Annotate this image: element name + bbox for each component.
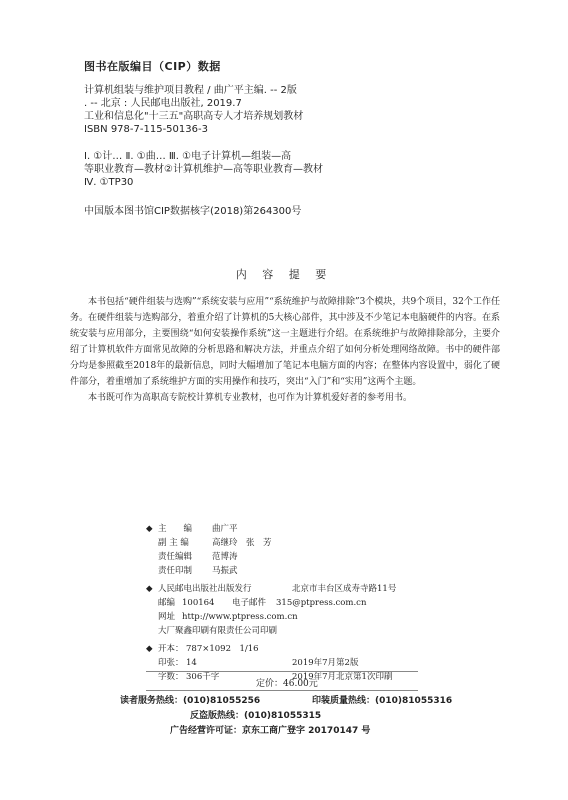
hotline-label: 读者服务热线： <box>120 696 184 706</box>
diamond-bullet-icon: ◆ <box>146 584 153 594</box>
imprint-row-print-manager <box>146 564 446 578</box>
divider-line <box>146 690 418 691</box>
imprint-row-contact <box>146 596 446 610</box>
format-label: 开本： <box>158 644 184 654</box>
summary-text <box>70 294 500 406</box>
summary-heading: 内 容 提 要 <box>235 268 333 281</box>
hotline-number: (010)81055315 <box>244 711 322 721</box>
publisher-name: 人民邮电出版社出版发行 <box>158 584 252 594</box>
imprint-value: 马振武 <box>212 566 238 576</box>
edition-info: 2019年7月第2版 <box>292 658 359 668</box>
sheets-value: 14 <box>186 658 197 668</box>
imprint-row-sheets <box>146 656 446 670</box>
cip-line: 计算机组装与维护项目教程 / 曲广平主编. -- 2版 <box>84 85 297 96</box>
postcode-label: 邮编 <box>158 598 176 608</box>
web-value: http://www.ptpress.com.cn <box>182 612 298 622</box>
imprint-block <box>146 522 446 684</box>
imprint-label: 责任印制 <box>158 566 193 576</box>
imprint-label: 副 主 编 <box>158 538 189 548</box>
publisher-address: 北京市丰台区成寿寺路11号 <box>292 584 397 594</box>
imprint-label: 责任编辑 <box>158 552 193 562</box>
cip-bibliographic-lines <box>84 84 303 136</box>
format-value: 787×1092 1/16 <box>186 644 259 654</box>
hotline-label: 印装质量热线： <box>312 696 376 706</box>
cip-class-line: Ⅰ. ①计… Ⅱ. ①曲… Ⅲ. ①电子计算机—组装—高 <box>84 151 292 162</box>
price-line <box>256 676 318 689</box>
printer-name: 大厂聚鑫印刷有限责任公司印刷 <box>158 626 278 636</box>
divider-line <box>146 671 418 672</box>
piracy-hotline <box>190 709 321 724</box>
imprint-row-deputy <box>146 536 446 550</box>
imprint-value: 范博涛 <box>212 552 238 562</box>
cip-line: ISBN 978-7-115-50136-3 <box>84 124 208 135</box>
hotline-label: 反盗版热线： <box>190 711 245 721</box>
imprint-value: 曲广平 <box>212 524 238 534</box>
hotline-number: (010)81055316 <box>375 696 453 706</box>
license-number: 京东工商广登字 20170147 号 <box>242 726 371 736</box>
reader-hotline <box>120 694 260 709</box>
email-label: 电子邮件 <box>232 598 267 608</box>
cip-title: 图书在版编目（CIP）数据 <box>84 60 221 73</box>
hotlines-block <box>120 694 460 739</box>
printing-info: 2019年7月北京第1次印刷 <box>292 672 393 682</box>
imprint-row-publisher <box>146 582 446 596</box>
cip-line: 工业和信息化"十三五"高职高专人才培养规划教材 <box>84 111 304 122</box>
cip-class-line: Ⅳ. ①TP30 <box>84 177 134 188</box>
words-value: 306千字 <box>186 672 220 682</box>
imprint-row-format <box>146 642 446 656</box>
hotline-row <box>120 709 460 724</box>
words-label: 字数： <box>158 672 184 682</box>
imprint-label: 主 编 <box>158 524 193 534</box>
hotline-label: 广告经营许可证： <box>170 726 243 736</box>
diamond-bullet-icon: ◆ <box>146 524 153 534</box>
imprint-row-editor <box>146 522 446 536</box>
hotline-row <box>120 694 460 709</box>
price-value: 46.00元 <box>283 679 318 689</box>
ad-license <box>170 724 370 739</box>
postcode-value: 100164 <box>182 598 215 608</box>
imprint-row-web <box>146 610 446 624</box>
price-label: 定价： <box>256 679 284 689</box>
hotline-row <box>120 724 460 739</box>
imprint-value: 高继玲 张 芳 <box>212 538 272 548</box>
imprint-row-printer <box>146 624 446 638</box>
quality-hotline <box>312 694 452 709</box>
hotline-number: (010)81055256 <box>183 696 261 706</box>
cip-line: . -- 北京 : 人民邮电出版社, 2019.7 <box>84 98 242 109</box>
cip-class-line: 等职业教育—教材②计算机维护—高等职业教育—教材 <box>84 164 323 175</box>
web-label: 网址 <box>158 612 176 622</box>
cip-classification-lines <box>84 150 323 189</box>
sheets-label: 印张： <box>158 658 184 668</box>
summary-paragraph: 本书既可作为高职高专院校计算机专业教材，也可作为计算机爱好者的参考用书。 <box>88 393 413 403</box>
summary-paragraph: 本书包括“硬件组装与选购”“系统安装与应用”“系统维护与故障排除”3个模块，共9个项目，32个工作任务。在硬件组装与选购部分，着重介绍了计算机的5大核心部件，其中涉及不少笔记本电脑硬件的内容。在系统安装与应用部分，主要围绕“如何安装操作系统”这一主题进行介绍。在系统维护与故障排除部分，主要介绍了计算机软件方面常见故障的分析思路和解决方法，并重点介绍了如何分析处理网络故障。书中的硬件部分均是参照截至2018年的最新信息，同时大幅增加了笔记本电脑方面的内容；在整体内容设置中，弱化了硬件部分，着重增加了系统维护方面的实用操作和技巧，突出“入门”和“实用”这两个主题。 <box>70 297 500 387</box>
diamond-bullet-icon: ◆ <box>146 644 153 654</box>
imprint-row-responsible-editor <box>146 550 446 564</box>
email-value: 315@ptpress.com.cn <box>276 598 367 608</box>
cip-record-number: 中国版本图书馆CIP数据核字(2018)第264300号 <box>84 206 302 217</box>
